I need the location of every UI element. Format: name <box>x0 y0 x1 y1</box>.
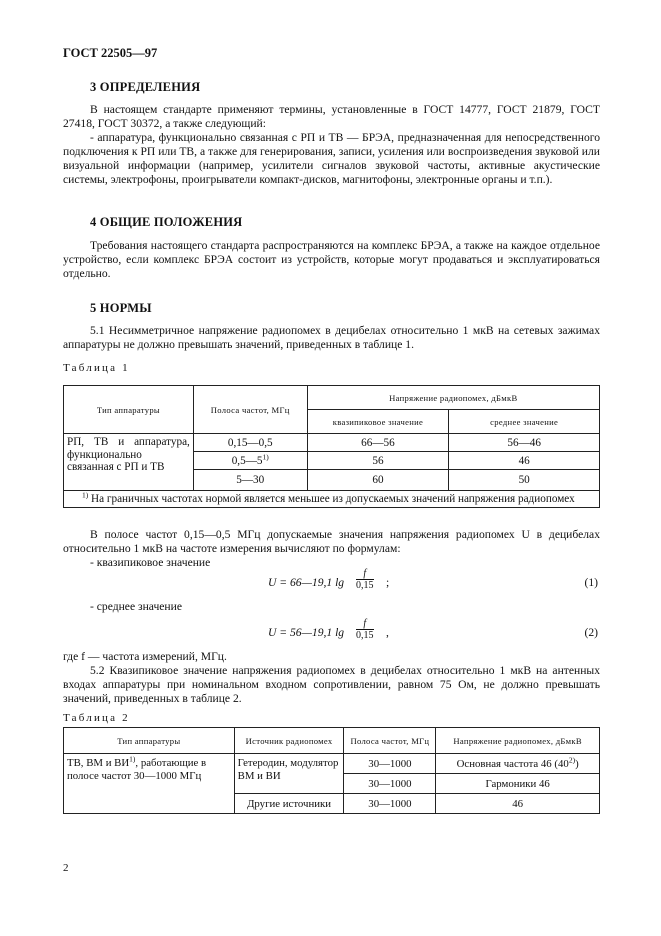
table-1-band <box>193 452 307 470</box>
table-1-footnote <box>64 491 600 508</box>
table-2-band: 30—1000 <box>344 794 436 814</box>
formula-2-lhs: U = 56—19,1 lg <box>268 626 345 639</box>
formula-2-numerator: f <box>356 618 374 630</box>
avg-label: - среднее значение <box>90 600 182 613</box>
table-2-header-source: Источник радиопомех <box>234 728 344 754</box>
table-2-header-voltage: Напряжение радиопомех, дБмкВ <box>436 728 600 754</box>
table-2-band: 30—1000 <box>344 754 436 774</box>
table-2-band: 30—1000 <box>344 774 436 794</box>
table-2-footnote-mark-1: 1) <box>129 754 136 764</box>
table-2-caption: Таблица 2 <box>63 712 130 724</box>
section-4-body <box>63 239 600 281</box>
table-1-qp: 66—56 <box>307 434 449 452</box>
section-5-title: 5 НОРМЫ <box>90 301 152 315</box>
section-4-title: 4 ОБЩИЕ ПОЛОЖЕНИЯ <box>90 215 243 229</box>
table-1-band-text: 5—30 <box>236 474 265 486</box>
table-1-header-band: Полоса частот, МГц <box>193 386 307 434</box>
formula-1-numerator: f <box>356 568 374 580</box>
formula-intro-text: В полосе частот 0,15—0,5 МГц допускаемые значения напряжения радиопомех U в децибелах относительно 1 мкВ на частоте измерения вычисляют по формулам: <box>63 528 600 555</box>
table-2-type-b: , работающие в полосе частот 30—1000 МГц <box>67 757 207 782</box>
table-1-header-type: Тип аппаратуры <box>64 386 194 434</box>
table-2-voltage-3: 46 <box>436 794 600 814</box>
section-3-paragraph-1: В настоящем стандарте применяют термины, установленные в ГОСТ 14777, ГОСТ 21879, ГОСТ 27418, ГОСТ 30372, а также следующий: <box>63 103 600 130</box>
formula-where: где f — частота измерений, МГц. <box>63 650 227 663</box>
table-1-header-qp: квазипиковое значение <box>307 410 449 434</box>
table-1-footnote-mark: 1) <box>82 490 89 500</box>
table-1-avg: 50 <box>449 470 600 491</box>
formula-intro <box>63 528 600 556</box>
document-header: ГОСТ 22505—97 <box>63 46 158 60</box>
table-1-avg: 46 <box>449 452 600 470</box>
formula-2-tail: , <box>386 626 389 639</box>
table-1-avg: 56—46 <box>449 434 600 452</box>
table-1-qp: 60 <box>307 470 449 491</box>
formula-1 <box>268 568 598 596</box>
table-1-band-text: 0,5—5 <box>231 454 263 467</box>
table-2-source-2: Другие источники <box>234 794 344 814</box>
table-2-type-a: ТВ, ВМ и ВИ <box>67 757 130 769</box>
table-1-band: 0,15—0,5 <box>193 434 307 452</box>
table-2-footnote-mark-2: 2) <box>568 754 576 764</box>
formula-1-number: (1) <box>584 576 598 589</box>
table-2-voltage-1-a: Основная частота 46 (40 <box>456 757 569 770</box>
table-2-type-cell <box>64 754 235 814</box>
table-1-footnote-text: На граничных частотах нормой является меньшее из допускаемых значений напряжения радиопомех <box>91 493 575 505</box>
section-3-paragraph-2: - аппаратура, функционально связанная с РП и ТВ — БРЭА, предназначенная для непосредственного подключения к РП или ТВ, а также для генерирования, записи, усиления или воспроизведения звуковой или визуальной информации (например, усилители сигналов звуковой частоты, активные акустические системы, электрофоны, проигрыватели компакт-дисков, магнитофоны, электронные органы и т.п.). <box>63 130 600 186</box>
table-1-caption: Таблица 1 <box>63 362 130 374</box>
formula-1-tail: ; <box>386 576 390 589</box>
paragraph-5-2 <box>63 664 600 706</box>
table-1-type-cell: РП, ТВ и аппаратура, функционально связанная с РП и ТВ <box>64 434 194 491</box>
section-3-body <box>63 103 600 186</box>
formula-1-denominator: 0,15 <box>356 580 374 591</box>
table-1-qp: 56 <box>307 452 449 470</box>
table-2-voltage-2: Гармоники 46 <box>436 774 600 794</box>
formula-2-number: (2) <box>584 626 598 639</box>
table-2-voltage-1-b: ) <box>575 757 579 770</box>
formula-1-fraction <box>356 568 374 591</box>
formula-1-lhs: U = 66—19,1 lg <box>268 576 345 589</box>
table-1-header-voltage: Напряжение радиопомех, дБмкВ <box>307 386 599 410</box>
formula-2-denominator: 0,15 <box>356 630 374 641</box>
table-1 <box>63 385 600 508</box>
paragraph-5-2-text: 5.2 Квазипиковое значение напряжения радиопомех в децибелах относительно 1 мкВ на антенных входах аппаратуры при номинальном входном сопротивлении, равном 75 Ом, не должно превышать значений, приведенных в таблице 2. <box>63 664 600 705</box>
section-3-title: 3 ОПРЕДЕЛЕНИЯ <box>90 80 201 94</box>
formula-2-fraction <box>356 618 374 641</box>
table-2-header-type: Тип аппаратуры <box>64 728 235 754</box>
table-1-footnote-mark: 1) <box>262 451 269 461</box>
page-number: 2 <box>63 862 69 874</box>
table-2-source-1: Гетеродин, модулятор ВМ и ВИ <box>234 754 344 794</box>
section-5-body <box>63 324 600 352</box>
qp-label: - квазипиковое значение <box>90 556 211 569</box>
table-2 <box>63 727 600 814</box>
table-2-voltage-1 <box>436 754 600 774</box>
table-2-header-band: Полоса частот, МГц <box>344 728 436 754</box>
section-5-paragraph-1: 5.1 Несимметричное напряжение радиопомех в децибелах относительно 1 мкВ на сетевых зажимах аппаратуры не должно превышать значений, приведенных в таблице 1. <box>63 324 600 351</box>
table-1-band <box>193 470 307 491</box>
formula-2 <box>268 618 598 646</box>
section-4-paragraph-1: Требования настоящего стандарта распространяются на комплекс БРЭА, а также на каждое отдельное устройство, если комплекс БРЭА состоит из устройств, которые могут продаваться и эксплуатироваться отдельно. <box>63 239 600 280</box>
table-1-header-avg: среднее значение <box>449 410 600 434</box>
